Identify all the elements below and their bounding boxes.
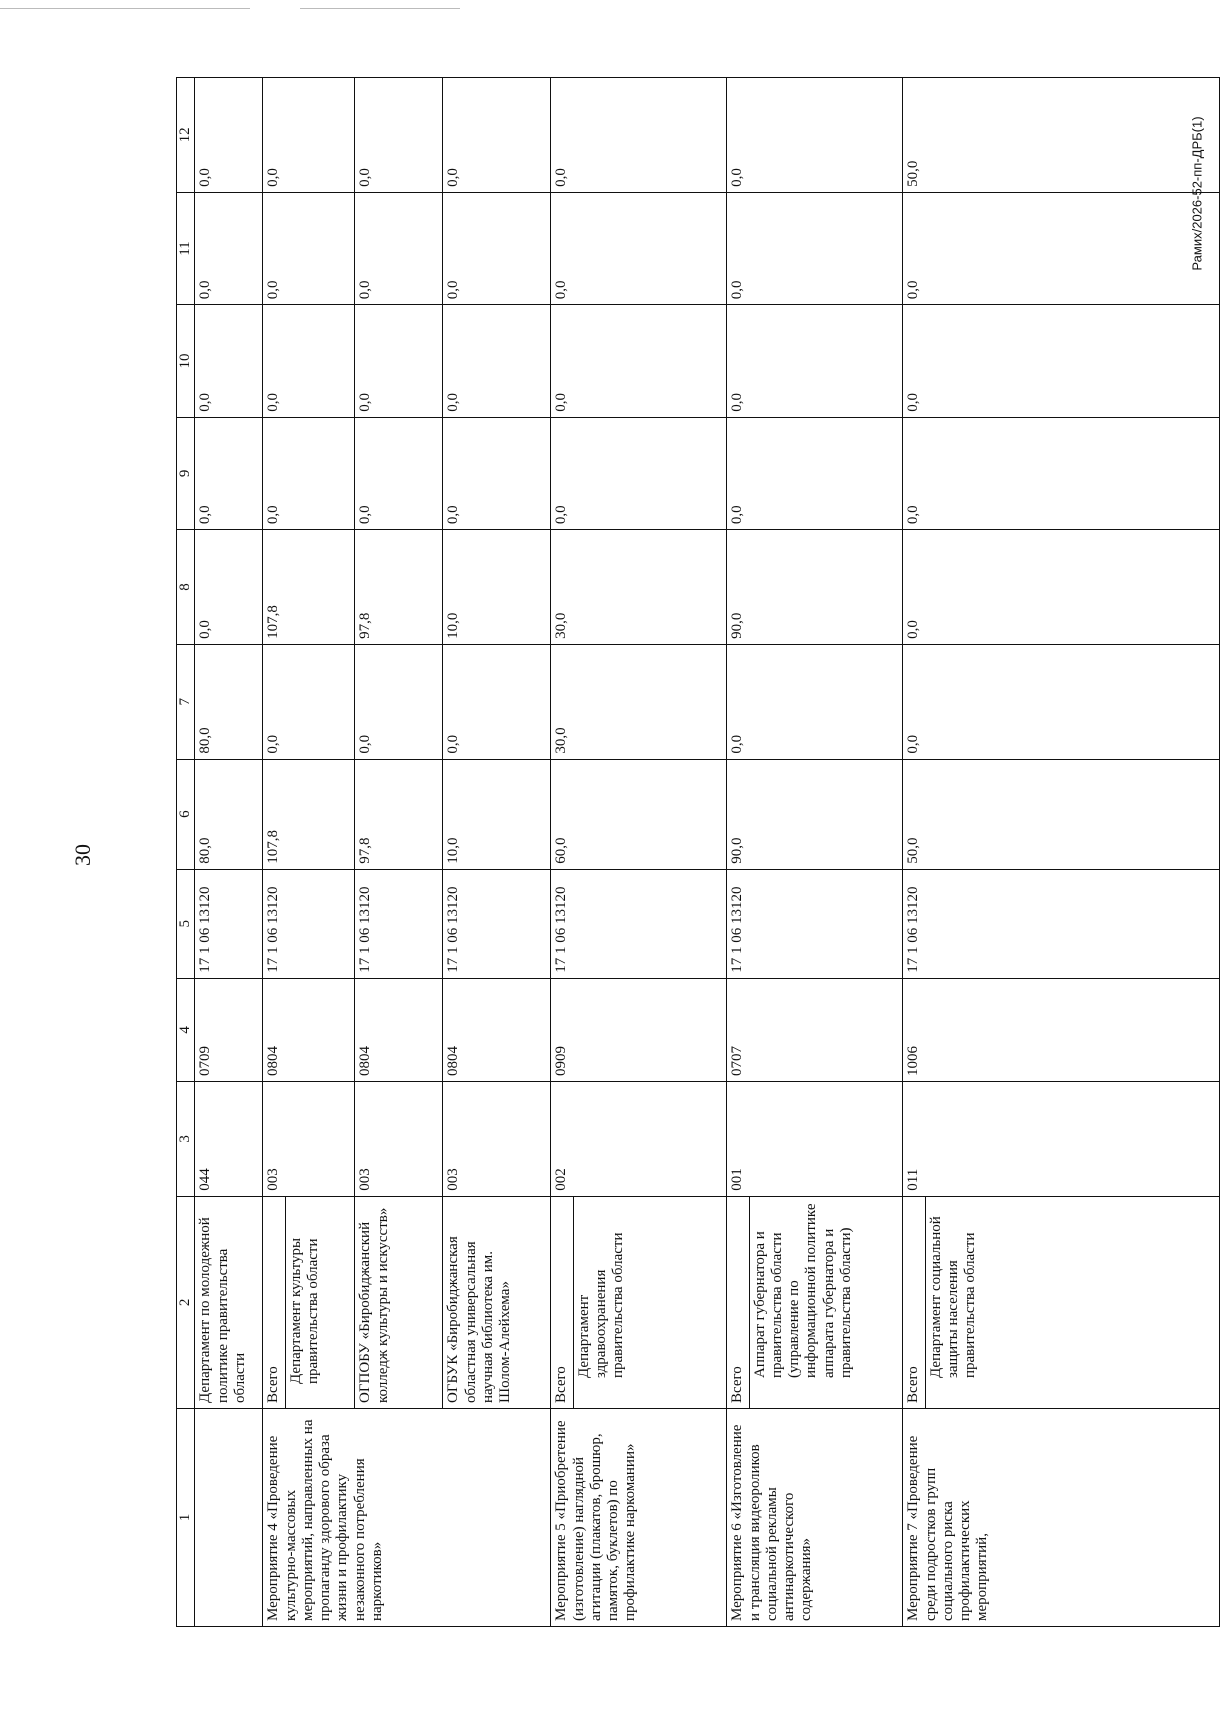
value-cell: 0,0 <box>195 305 263 417</box>
value-cell: 0,0 <box>355 192 443 304</box>
value-cell: 0,0 <box>727 305 903 417</box>
value-cell: 0,0 <box>727 192 903 304</box>
code-cell: 002 <box>551 1082 727 1197</box>
code-cell: 003 <box>443 1082 551 1197</box>
col-header-5: 5 <box>177 869 195 978</box>
section-cell: 0804 <box>355 978 443 1081</box>
total-label: Всего <box>727 1197 749 1408</box>
col-header-4: 4 <box>177 978 195 1081</box>
target-article-cell: 17 1 06 13120 <box>903 869 1220 978</box>
executor-cell <box>263 1196 355 1408</box>
executor-cell: ОГПОБУ «Биробиджанский колледж культуры и искусств» <box>355 1196 443 1408</box>
target-article-cell: 17 1 06 13120 <box>443 869 551 978</box>
executor-name: Аппарат губернатора и правительства области (управление по информационной политике аппарата губернатора и правительства области) <box>751 1203 854 1378</box>
value-cell: 0,0 <box>263 305 355 417</box>
value-cell: 50,0 <box>903 759 1220 869</box>
executor-cell <box>903 1196 1220 1408</box>
value-cell: 0,0 <box>551 305 727 417</box>
value-cell: 0,0 <box>443 417 551 529</box>
code-cell: 044 <box>195 1082 263 1197</box>
value-cell: 0,0 <box>263 192 355 304</box>
target-article-cell: 17 1 06 13120 <box>195 869 263 978</box>
rotated-table-wrapper <box>176 77 1220 1627</box>
target-article-cell: 17 1 06 13120 <box>263 869 355 978</box>
value-cell: 0,0 <box>195 192 263 304</box>
value-cell: 0,0 <box>551 78 727 193</box>
col-header-1: 1 <box>177 1409 195 1627</box>
code-cell: 001 <box>727 1082 903 1197</box>
table-row <box>551 78 727 1627</box>
col-header-9: 9 <box>177 417 195 529</box>
value-cell: 0,0 <box>727 644 903 759</box>
col-header-11: 11 <box>177 192 195 304</box>
column-number-row <box>177 78 195 1627</box>
target-article-cell: 17 1 06 13120 <box>727 869 903 978</box>
value-cell: 0,0 <box>551 417 727 529</box>
measure-cell: Мероприятие 4 «Проведение культурно-массовых мероприятий, направленных на пропаганду здорового образа жизни и профилактику незаконного потребления наркотиков» <box>263 1409 551 1627</box>
table-row <box>903 78 1220 1627</box>
target-article-cell: 17 1 06 13120 <box>355 869 443 978</box>
document-code: Рамих/2026-52-пп-ДРБ(1) <box>1189 116 1205 271</box>
value-cell: 0,0 <box>263 644 355 759</box>
value-cell: 60,0 <box>551 759 727 869</box>
value-cell: 0,0 <box>355 644 443 759</box>
value-cell: 10,0 <box>443 530 551 645</box>
section-cell: 0804 <box>443 978 551 1081</box>
total-label: Всего <box>551 1197 573 1408</box>
target-article-cell: 17 1 06 13120 <box>551 869 727 978</box>
value-cell: 30,0 <box>551 644 727 759</box>
budget-table <box>176 77 1220 1627</box>
value-cell: 0,0 <box>903 305 1220 417</box>
value-cell: 0,0 <box>195 78 263 193</box>
value-cell: 90,0 <box>727 759 903 869</box>
value-cell: 50,0 <box>903 78 1220 193</box>
value-cell: 0,0 <box>903 644 1220 759</box>
table-row <box>263 78 355 1627</box>
section-cell: 0707 <box>727 978 903 1081</box>
executor-cell: ОГБУК «Биробиджанская областная универсальная научная библиотека им. Шолом-Алейхема» <box>443 1196 551 1408</box>
value-cell: 0,0 <box>903 417 1220 529</box>
code-cell: 011 <box>903 1082 1220 1197</box>
table-row <box>195 78 263 1627</box>
col-header-3: 3 <box>177 1082 195 1197</box>
executor-name: Департамент социальной защиты населения правительства области <box>927 1216 978 1378</box>
section-cell: 0909 <box>551 978 727 1081</box>
col-header-10: 10 <box>177 305 195 417</box>
value-cell: 0,0 <box>443 78 551 193</box>
col-header-2: 2 <box>177 1196 195 1408</box>
value-cell: 0,0 <box>355 305 443 417</box>
code-cell: 003 <box>263 1082 355 1197</box>
scan-artifact-line <box>300 8 460 9</box>
value-cell: 0,0 <box>195 417 263 529</box>
col-header-7: 7 <box>177 644 195 759</box>
value-cell: 97,8 <box>355 759 443 869</box>
value-cell: 80,0 <box>195 644 263 759</box>
scan-artifact-line <box>0 8 250 9</box>
col-header-6: 6 <box>177 759 195 869</box>
value-cell: 0,0 <box>727 78 903 193</box>
section-cell: 0804 <box>263 978 355 1081</box>
measure-cell: Мероприятие 7 «Проведение среди подростков групп социального риска профилактических мероприятий, <box>903 1409 1220 1627</box>
table-row <box>727 78 903 1627</box>
value-cell: 0,0 <box>903 192 1220 304</box>
section-cell: 1006 <box>903 978 1220 1081</box>
executor-cell <box>727 1196 903 1408</box>
executor-name: Департамент здравоохранения правительства области <box>575 1232 626 1378</box>
section-cell: 0709 <box>195 978 263 1081</box>
value-cell: 30,0 <box>551 530 727 645</box>
value-cell: 0,0 <box>443 644 551 759</box>
value-cell: 0,0 <box>355 78 443 193</box>
value-cell: 0,0 <box>195 530 263 645</box>
value-cell: 10,0 <box>443 759 551 869</box>
value-cell: 0,0 <box>263 78 355 193</box>
value-cell: 80,0 <box>195 759 263 869</box>
table-row <box>443 78 551 1627</box>
value-cell: 0,0 <box>263 417 355 529</box>
value-cell: 0,0 <box>443 305 551 417</box>
value-cell: 97,8 <box>355 530 443 645</box>
value-cell: 0,0 <box>727 417 903 529</box>
value-cell: 0,0 <box>443 192 551 304</box>
executor-cell: Департамент по молодежной политике правительства области <box>195 1196 263 1408</box>
value-cell: 107,8 <box>263 759 355 869</box>
value-cell: 107,8 <box>263 530 355 645</box>
empty-cell <box>195 1409 263 1627</box>
code-cell: 003 <box>355 1082 443 1197</box>
value-cell: 0,0 <box>551 192 727 304</box>
total-label: Всего <box>903 1197 925 1408</box>
measure-cell: Мероприятие 5 «Приобретение (изготовление) наглядной агитации (плакатов, брошюр, памяток, буклетов) по профилактике наркомании» <box>551 1409 727 1627</box>
value-cell: 0,0 <box>355 417 443 529</box>
value-cell: 90,0 <box>727 530 903 645</box>
measure-cell: Мероприятие 6 «Изготовление и трансляция видеороликов социальной рекламы антинаркотического содержания» <box>727 1409 903 1627</box>
col-header-12: 12 <box>177 78 195 193</box>
value-cell: 0,0 <box>903 530 1220 645</box>
col-header-8: 8 <box>177 530 195 645</box>
executor-cell <box>551 1196 727 1408</box>
page-number: 30 <box>70 844 95 866</box>
executor-name: Департамент культуры правительства области <box>287 1237 321 1384</box>
table-row <box>355 78 443 1627</box>
total-label: Всего <box>263 1197 285 1408</box>
